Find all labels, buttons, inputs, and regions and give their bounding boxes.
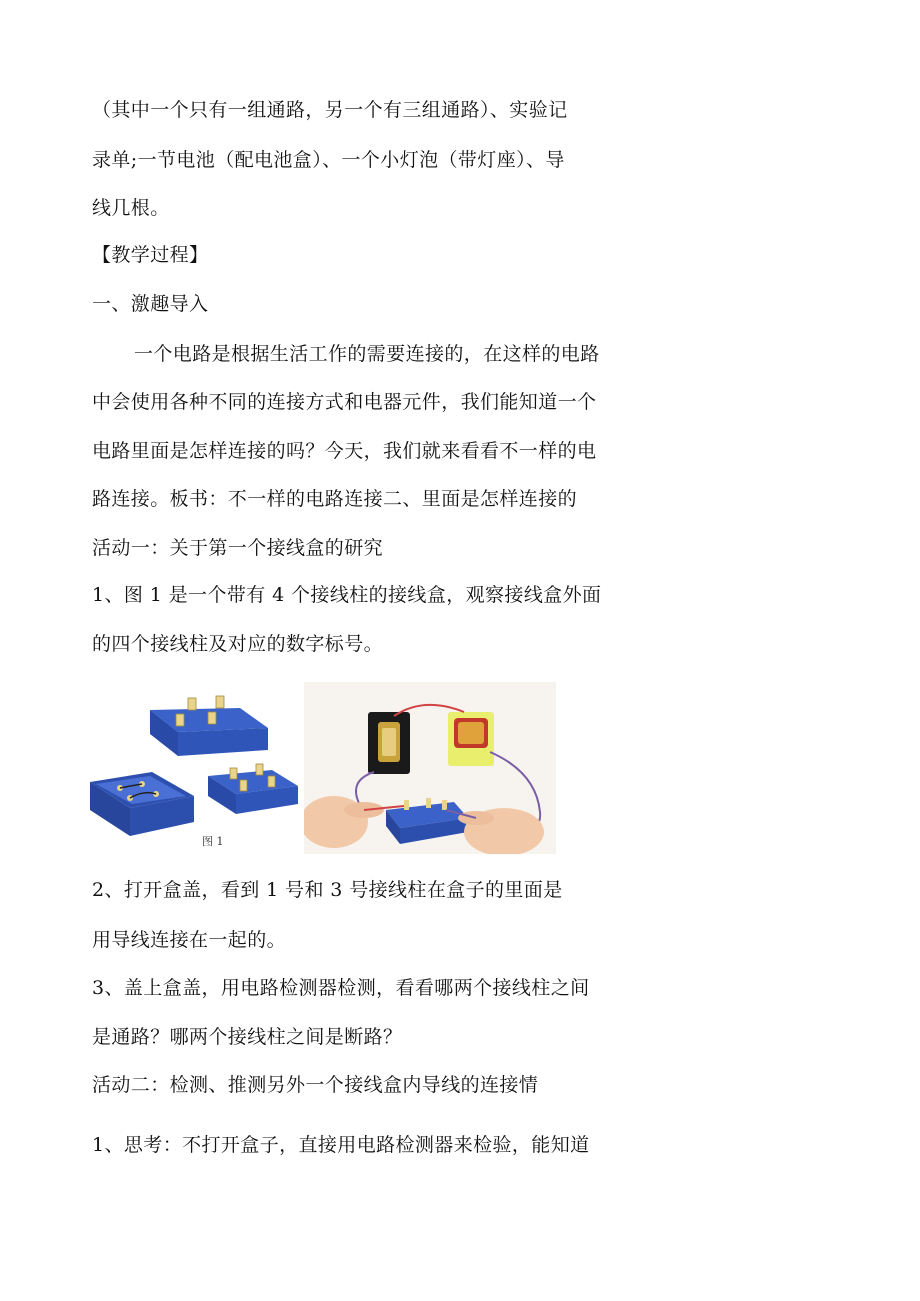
junction-box-illustration bbox=[90, 690, 300, 855]
section-heading: 【教学过程】 bbox=[92, 244, 209, 266]
text-line: 用导线连接在一起的。 bbox=[92, 929, 287, 951]
figure-caption: 图 1 bbox=[202, 835, 224, 848]
text-line: 3、盖上盒盖，用电路检测器检测，看看哪两个接线柱之间 bbox=[92, 977, 590, 999]
text-line: 1、思考：不打开盒子，直接用电路检测器来检验，能知道 bbox=[92, 1134, 590, 1156]
activity-heading: 活动二：检测、推测另外一个接线盒内导线的连接情 bbox=[92, 1074, 539, 1096]
text-line: 2、打开盒盖，看到 1 号和 3 号接线柱在盒子的里面是 bbox=[92, 879, 563, 901]
activity-heading: 活动一：关于第一个接线盒的研究 bbox=[92, 537, 384, 559]
text-line: 录单;一节电池（配电池盒）、一个小灯泡（带灯座）、导 bbox=[92, 149, 565, 171]
text-line: 电路里面是怎样连接的吗？今天，我们就来看看不一样的电 bbox=[92, 440, 597, 462]
text-line: 一个电路是根据生活工作的需要连接的，在这样的电路 bbox=[134, 343, 600, 365]
text-line: （其中一个只有一组通路，另一个有三组通路）、实验记 bbox=[92, 99, 568, 121]
text-line: 1、图 1 是一个带有 4 个接线柱的接线盒，观察接线盒外面 bbox=[92, 584, 602, 606]
text-line: 路连接。板书：不一样的电路连接二、里面是怎样连接的 bbox=[92, 488, 578, 510]
subsection-heading: 一、激趣导入 bbox=[92, 293, 209, 315]
text-line: 是通路？哪两个接线柱之间是断路？ bbox=[92, 1026, 403, 1048]
text-line: 线几根。 bbox=[92, 197, 170, 219]
circuit-test-photo bbox=[304, 682, 556, 854]
text-line: 中会使用各种不同的连接方式和电器元件，我们能知道一个 bbox=[92, 391, 597, 413]
text-line: 的四个接线柱及对应的数字标号。 bbox=[92, 633, 384, 655]
